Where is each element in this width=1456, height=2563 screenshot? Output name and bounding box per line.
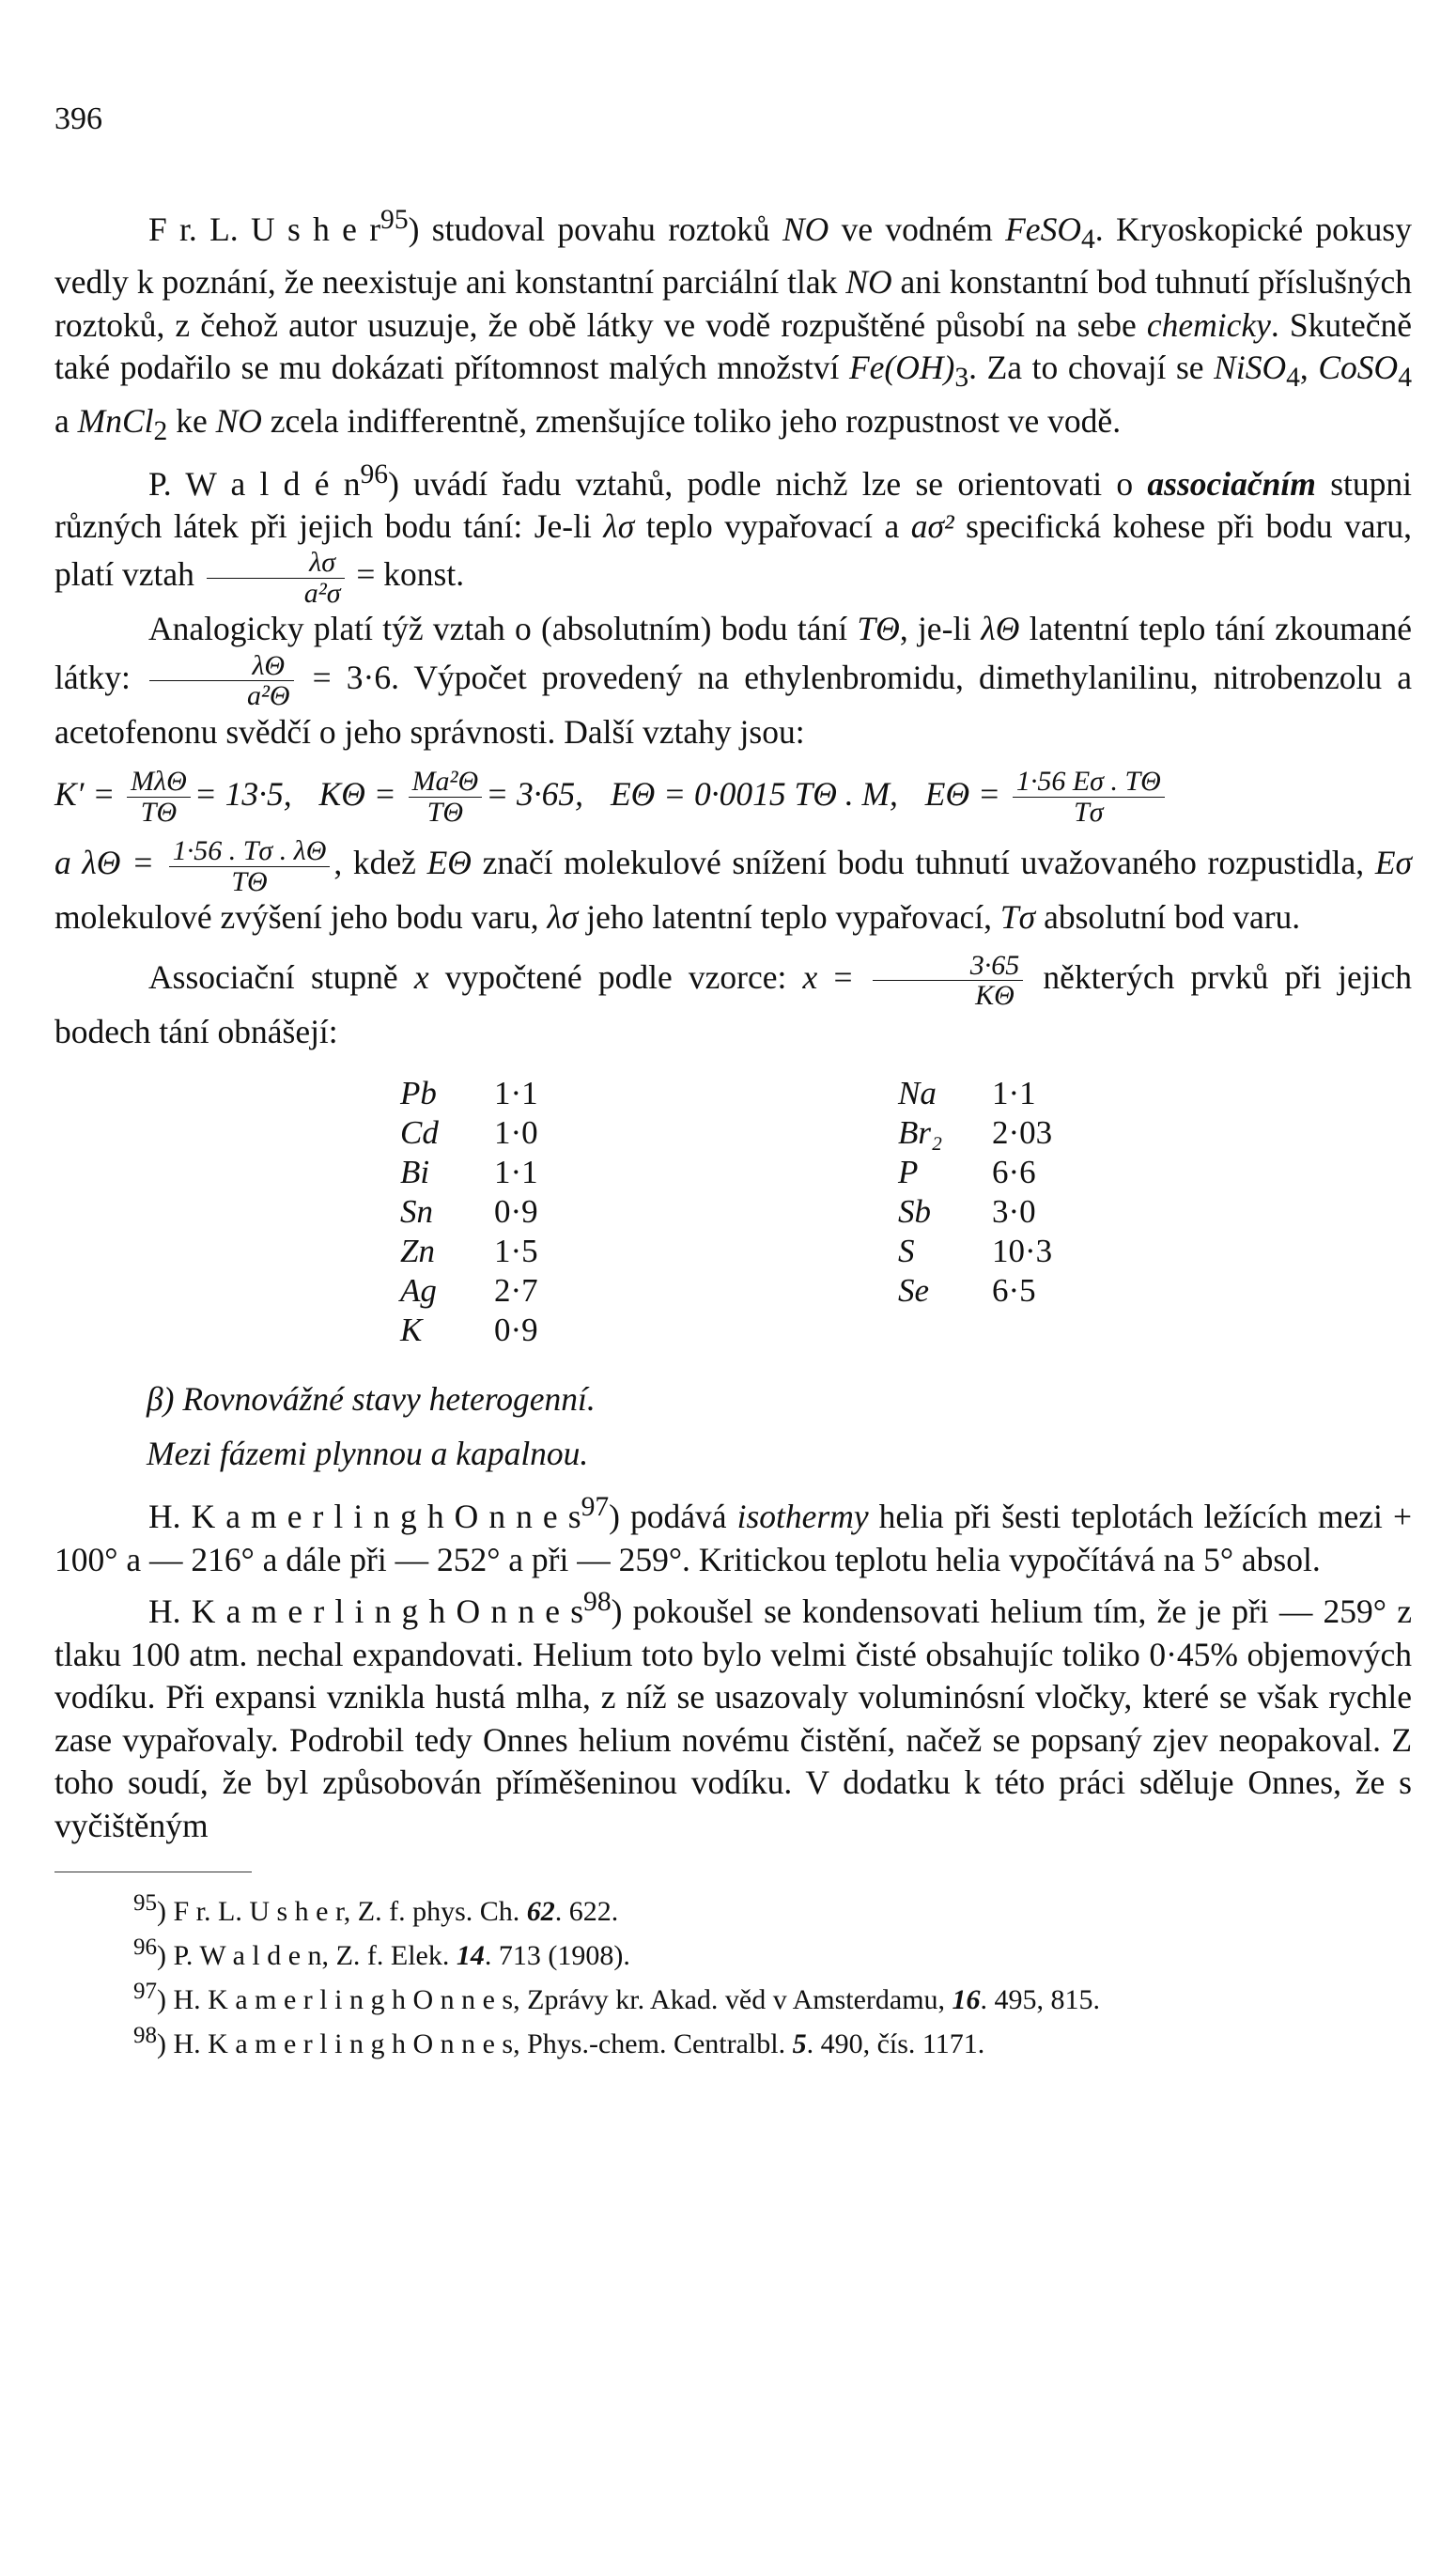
fraction — [409, 767, 483, 827]
text-run: . Skutečně také podařilo se mu dokázati přítomnost malých množství — [54, 305, 1412, 387]
text-run: . 495, 815. — [980, 1984, 1101, 2016]
text-run: ) uvádí řadu vztahů, podle nichž lze se orientovati o — [388, 464, 1148, 503]
formula-run: aσ² — [910, 506, 954, 545]
formula-k-theta — [318, 766, 584, 828]
footnote-98: $^{98}$) H. K a m e r l i n g h O n n e s, Phys.-chem. Centralbl. 5. 490, čís. 1171. — [133, 2023, 985, 2060]
formula-run: MnCl — [77, 402, 154, 441]
author-name: P. W a l d é n — [148, 464, 361, 503]
text-body — [54, 199, 1412, 2062]
footnote-95: $^{95}$) F r. L. U s h e r, Z. f. phys. Ch. 62. 622. — [133, 1890, 619, 1928]
fraction-numerator: 3·65 — [873, 951, 1024, 982]
author-name: F r. L. U s h e r — [148, 210, 381, 248]
subscript: 4 — [1398, 363, 1412, 394]
formula-e-theta-2 — [924, 766, 1169, 828]
fraction-numerator: 1·56 Eσ . TΘ — [1013, 767, 1165, 798]
text-run: . 490, čís. 1171. — [806, 2028, 985, 2060]
formula-run: FeSO — [1005, 210, 1081, 248]
element-symbol: Br₂ — [898, 1114, 943, 1152]
text-run: EΘ = — [924, 774, 1000, 813]
element-symbol: Ag — [400, 1272, 437, 1310]
emphasis-run: isothermy — [736, 1498, 869, 1536]
volume-number: 14 — [456, 1940, 485, 1972]
table-left — [400, 1074, 607, 1350]
fraction — [1013, 767, 1165, 827]
fraction-numerator: Ma²Θ — [409, 767, 483, 798]
text-run: latentní teplo tání zkoumané látky: — [54, 610, 1412, 697]
table-row — [400, 1192, 607, 1232]
table-row — [400, 1074, 607, 1113]
fraction-denominator: a²Θ — [246, 680, 290, 712]
paragraph-walden — [54, 454, 1412, 609]
fraction-numerator: λσ — [207, 548, 345, 579]
text-run: teplo vypařovací a — [634, 506, 911, 545]
fraction-denominator: TΘ — [426, 796, 464, 828]
text-run: Z. f. Elek. — [329, 1940, 457, 1972]
text-run: . Za to chovají se — [968, 349, 1215, 387]
fraction — [873, 951, 1024, 1011]
footnote-number: 98 — [133, 2023, 157, 2049]
text-run: , — [1299, 349, 1319, 387]
subscript: 4 — [1080, 224, 1095, 255]
association-value: 0·9 — [494, 1312, 538, 1349]
emphasis-run: chemicky — [1146, 305, 1271, 344]
footnote-author: H. K a m e r l i n g h O n n e s, — [173, 2028, 520, 2060]
formula-run: Tσ — [999, 898, 1036, 937]
formula-run: Fe(OH) — [848, 349, 955, 387]
table-row — [400, 1232, 607, 1271]
table-row — [898, 1232, 1105, 1271]
subscript: 2 — [153, 416, 168, 447]
footnote-ref: 98 — [583, 1587, 612, 1618]
text-run: Phys.-chem. Centralbl. — [519, 2028, 793, 2060]
table-right — [898, 1074, 1105, 1350]
element-symbol: Sn — [400, 1193, 433, 1231]
table-row — [898, 1113, 1105, 1153]
fraction-numerator: 1·56 . Tσ . λΘ — [169, 836, 331, 867]
table-row — [898, 1192, 1105, 1232]
text-run: Zprávy kr. Akad. věd v Amsterdamu, — [519, 1984, 953, 2016]
author-name: H. K a m e r l i n g h O n n e s — [148, 1592, 584, 1631]
association-value: 2·03 — [992, 1114, 1053, 1152]
emphasis-run: associačním — [1147, 464, 1316, 503]
association-value: 6·6 — [992, 1154, 1036, 1191]
table-row — [898, 1153, 1105, 1192]
text-run: = 13·5, — [194, 774, 292, 813]
footnote-author: F r. L. U s h e r, — [173, 1896, 351, 1928]
text-run: ) podává — [609, 1498, 737, 1536]
formula-k-prime — [54, 766, 292, 828]
paragraph-analogy — [54, 608, 1412, 753]
footnote-ref: 96 — [360, 458, 389, 489]
formula-run: NO — [845, 263, 892, 302]
text-run: = — [817, 958, 853, 997]
text-run: . 713 (1908). — [484, 1940, 630, 1972]
element-symbol: Pb — [400, 1075, 437, 1112]
fraction — [207, 548, 345, 608]
text-run: ke — [167, 402, 216, 441]
association-value: 1·1 — [992, 1075, 1036, 1112]
text-run: = konst. — [348, 555, 465, 594]
subscript: 3 — [954, 363, 969, 394]
subscript: 4 — [1286, 363, 1300, 394]
table-row — [400, 1113, 607, 1153]
formula-run: λΘ — [981, 610, 1020, 648]
text-run: jeho latentní teplo vypařovací, — [578, 898, 1000, 937]
fraction — [127, 767, 191, 827]
formula-run: x — [802, 958, 818, 997]
element-symbol: S — [898, 1233, 915, 1270]
text-run: některých prvků při jejich bodech tání obnášejí: — [54, 958, 1412, 1050]
formula-run: λσ — [547, 898, 579, 937]
text-run: helia při šesti teplotách ležících mezi + 100° a — 216° a dále při — 252° a při — 259°. Kritickou teplotu helia vypočítává na 5° absol. — [54, 1498, 1412, 1578]
association-value: 6·5 — [992, 1272, 1036, 1310]
author-name: H. K a m e r l i n g h O n n e s — [148, 1498, 581, 1536]
formula-run: NO — [215, 402, 262, 441]
fraction-numerator: MλΘ — [127, 767, 191, 798]
text-run: Associační stupně — [148, 958, 414, 997]
footnote-97: $^{97}$) H. K a m e r l i n g h O n n e s, Zprávy kr. Akad. věd v Amsterdamu, 16. 495, 815. — [133, 1979, 1101, 2016]
text-run: = 3·65, — [486, 774, 584, 813]
text-run: ve vodném — [829, 210, 1006, 248]
element-symbol: Cd — [400, 1114, 439, 1152]
table-row — [400, 1271, 607, 1311]
text-run: Z. f. phys. Ch. — [350, 1896, 527, 1928]
page-number: 396 — [54, 101, 102, 136]
association-value: 1·1 — [494, 1075, 538, 1112]
volume-number: 16 — [952, 1984, 981, 2016]
fraction-denominator: TΘ — [140, 796, 178, 828]
footnote-number: 96 — [133, 1934, 157, 1961]
association-value: 2·7 — [494, 1272, 538, 1310]
element-symbol: Na — [898, 1075, 937, 1112]
formula-run: NO — [782, 210, 829, 248]
element-symbol: Bi — [400, 1154, 430, 1191]
text-run: zcela indifferentně, zmenšujíce toliko jeho rozpustnost ve vodě. — [261, 402, 1122, 441]
footnote-author: P. W a l d e n, — [173, 1940, 330, 1972]
footnote-author: H. K a m e r l i n g h O n n e s, — [173, 1984, 520, 2016]
association-tables — [54, 1074, 1412, 1350]
text-run: ) pokoušel se kondensovati helium tím, že je při — 259° z tlaku 100 atm. nechal expandovati. Helium toto bylo velmi čisté obsahujíc toliko 0·45% objemových vodíku. Při expansi vznikla hustá mlha, z níž se usazovaly voluminósní vločky, které se však rychle zase vypařovaly. Podrobil tedy Onnes helium novému čistění, načež se popsaný zjev neopakoval. Z toho soudí, že byl způsobován příměšeninou vodíku. V dodatku k této práci sděluje Onnes, že s vyčištěným — [54, 1592, 1412, 1844]
formula-run: x — [413, 958, 429, 997]
table-row — [400, 1153, 607, 1192]
association-value: 1·1 — [494, 1154, 538, 1191]
text-run: a — [54, 402, 78, 441]
formula-run: NiSO — [1214, 349, 1287, 387]
fraction-denominator: a²σ — [303, 577, 341, 609]
element-symbol: Se — [898, 1272, 930, 1310]
text-run: . 622. — [554, 1896, 619, 1928]
table-row — [400, 1311, 607, 1350]
footnote-96: $^{96}$) P. W a l d e n, Z. f. Elek. 14. 713 (1908). — [133, 1934, 630, 1972]
association-value: 3·0 — [992, 1193, 1036, 1231]
subsection-heading: Mezi fázemi plynnou a kapalnou. — [147, 1434, 589, 1472]
paragraph-onnes-1 — [54, 1486, 1412, 1581]
formula-run: TΘ — [857, 610, 900, 648]
text-run: = 3·6. Výpočet provedený na ethylenbromidu, dimethylanilinu, nitrobenzolu a acetofenonu svědčí o jeho správnosti. Další vztahy jsou: — [54, 659, 1413, 751]
text-run: vypočtené podle vzorce: — [428, 958, 803, 997]
text-run: molekulové zvýšení jeho bodu varu, — [54, 898, 548, 937]
formula-run: EΘ — [426, 844, 472, 882]
fraction — [169, 836, 331, 896]
formula-run: CoSO — [1318, 349, 1399, 387]
section-heading: β) Rovnovážné stavy heterogenní. — [147, 1380, 596, 1419]
fraction-denominator: Tσ — [1074, 796, 1104, 828]
association-value: 1·5 — [494, 1233, 538, 1270]
association-value: 10·3 — [992, 1233, 1053, 1270]
footnote-ref: 97 — [581, 1492, 610, 1523]
fraction-denominator: TΘ — [231, 865, 268, 897]
table-row — [898, 1074, 1105, 1113]
fraction-denominator: KΘ — [975, 980, 1015, 1012]
text-run: značí molekulové snížení bodu tuhnutí uvažovaného rozpustidla, — [471, 844, 1375, 882]
paragraph-onnes-2 — [54, 1581, 1412, 1847]
footnote-ref: 95 — [380, 205, 409, 235]
formula-e-theta: EΘ = 0·0015 TΘ . M, — [610, 774, 898, 813]
text-run: ) studoval povahu roztoků — [408, 210, 782, 248]
text-run: absolutní bod varu. — [1035, 898, 1301, 937]
footnote-number: 97 — [133, 1979, 157, 2005]
formula-run: Eσ — [1374, 844, 1413, 882]
paragraph-association — [54, 951, 1412, 1054]
association-value: 0·9 — [494, 1193, 538, 1231]
formula-line — [54, 767, 1412, 827]
formula-run: a λΘ = — [54, 844, 155, 882]
volume-number: 62 — [526, 1896, 555, 1928]
text-run: KΘ = — [318, 774, 396, 813]
fraction-numerator: λΘ — [149, 651, 294, 682]
page — [54, 0, 1412, 2563]
table-row — [898, 1271, 1105, 1311]
formula-run: λσ — [603, 506, 635, 545]
element-symbol: P — [898, 1154, 919, 1191]
volume-number: 5 — [792, 2028, 807, 2060]
text-run: ani konstantní bod tuhnutí příslušných roztoků, z čehož autor usuzuje, že obě látky ve vodě rozpuštěné působí na sebe — [54, 263, 1412, 344]
text-run: , kdež — [333, 844, 427, 882]
element-symbol: Sb — [898, 1193, 931, 1231]
text-run: Analogicky platí týž vztah o (absolutním) bodu tání — [148, 610, 858, 648]
text-run: K′ = — [54, 774, 116, 813]
paragraph-lambda — [54, 836, 1412, 940]
text-run: specifická kohese při bodu varu, platí vztah — [54, 506, 1413, 594]
text-run: . Kryoskopické pokusy vedly k poznání, že neexistuje ani konstantní parciální tlak — [54, 210, 1412, 302]
association-value: 1·0 — [494, 1114, 538, 1152]
fraction — [149, 651, 294, 711]
footnotes — [54, 1886, 1412, 2062]
text-run: , je-li — [899, 610, 982, 648]
paragraph-usher — [54, 199, 1412, 454]
footnote-number: 95 — [133, 1890, 157, 1917]
text-run: stupni různých látek při jejich bodu tání: Je-li — [54, 464, 1412, 545]
element-symbol: Zn — [400, 1233, 435, 1270]
element-symbol: K — [400, 1312, 423, 1349]
